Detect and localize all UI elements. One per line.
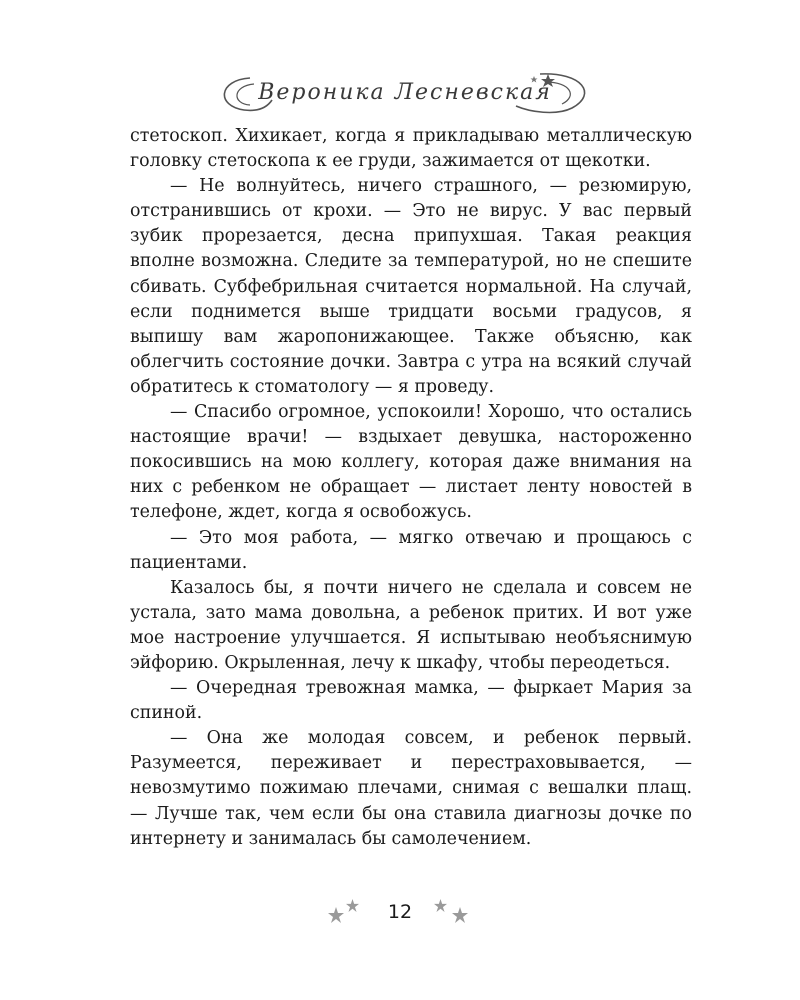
author-name: Вероника Лесневская [258,80,552,105]
page-number: 12 [387,901,413,923]
paragraph: Казалось бы, я почти ничего не сделала и совсем не устала, зато мама довольна, а ребенок притих. И вот уже мое настроение улучшается. Я испытываю необъяснимую эйфорию. Окрыленная, лечу к шкафу, чтобы переодеться. [130,577,692,673]
star-right-small-icon [434,899,447,912]
star-left-icon [328,907,344,923]
paragraph: стетоскоп. Хихикает, когда я прикладываю металлическую головку стетоскопа к ее груди, зажимается от щекотки. [130,126,692,172]
star-right-icon [452,907,468,923]
paragraph: — Очередная тревожная мамка, — фыркает Мария за спиной. [130,678,692,724]
star-left-small-icon [346,899,359,912]
body-text [130,124,692,852]
paragraph: — Спасибо огромное, успокоили! Хорошо, что остались настоящие врачи! — вздыхает девушка, настороженно покосившись на мою коллегу, которая даже внимания на них с ребенком не обращает — листает ленту новостей в телефоне, ждет, когда я освобожусь. [130,402,692,523]
running-header [210,60,600,130]
paragraph: — Она же молодая совсем, и ребенок первый. Разумеется, переживает и перестраховывается, — невозмутимо пожимаю плечами, снимая с вешалки плащ. — Лучше так, чем если бы она ставила диагнозы дочке по интернету и занималась бы самолечением. [130,728,692,849]
paragraph: — Не волнуйтесь, ничего страшного, — резюмирую, отстранившись от крохи. — Это не вирус. У вас первый зубик прорезается, десна припухшая. Такая реакция вполне возможна. Следите за температурой, но не спешите сбивать. Субфебрильная считается нормальной. На случай, если поднимется выше тридцати восьми градусов, я выпишу вам жаропонижающее. Также объясню, как облегчить состояние дочки. Завтра с утра на всякий случай обратитесь к стоматологу — я проведу. [130,176,692,397]
paragraph: — Это моя работа, — мягко отвечаю и прощаюсь с пациентами. [130,527,692,573]
page-footer [320,893,480,933]
